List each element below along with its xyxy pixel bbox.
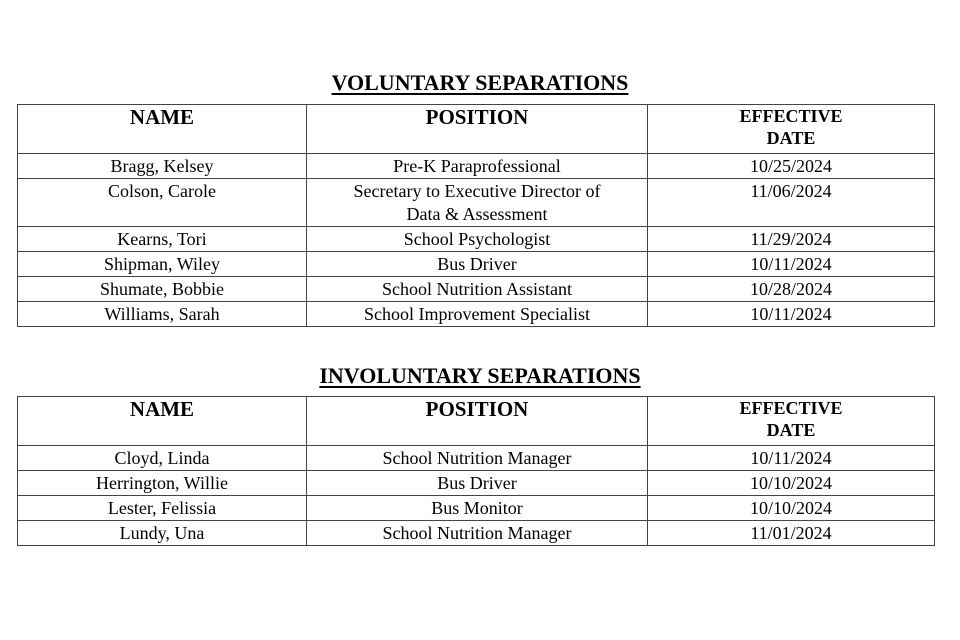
name-cell: Herrington, Willie [18,471,307,496]
voluntary-separations-title-text: VOLUNTARY SEPARATIONS [331,70,629,95]
position-cell: Pre-K Paraprofessional [307,154,648,179]
voluntary-separations-title [0,70,960,96]
effective-date-header-line2: DATE [766,128,816,148]
table-row [18,302,935,327]
name-cell: Colson, Carole [18,179,307,227]
effective-date-header-line1: EFFECTIVE [739,398,843,418]
position-cell: School Nutrition Assistant [307,277,648,302]
position-cell: School Nutrition Manager [307,521,648,546]
date-cell: 11/01/2024 [648,521,935,546]
position-cell: School Nutrition Manager [307,446,648,471]
name-cell: Cloyd, Linda [18,446,307,471]
name-cell: Kearns, Tori [18,227,307,252]
table-row [18,277,935,302]
date-cell: 10/10/2024 [648,496,935,521]
table-row [18,496,935,521]
name-cell: Lundy, Una [18,521,307,546]
name-cell: Shipman, Wiley [18,252,307,277]
table-header-row [18,105,935,154]
name-cell: Lester, Felissia [18,496,307,521]
position-column-header: POSITION [307,397,648,446]
involuntary-separations-title [0,363,960,389]
position-cell: Bus Monitor [307,496,648,521]
effective-date-header-line2: DATE [766,420,816,440]
name-cell: Bragg, Kelsey [18,154,307,179]
table-row [18,521,935,546]
position-cell-line1: Secretary to Executive Director of [353,181,601,201]
table-header-row [18,397,935,446]
table-row [18,179,935,227]
date-cell: 10/28/2024 [648,277,935,302]
name-cell: Williams, Sarah [18,302,307,327]
effective-date-column-header [648,105,935,154]
position-column-header: POSITION [307,105,648,154]
position-cell: School Improvement Specialist [307,302,648,327]
effective-date-header-line1: EFFECTIVE [739,106,843,126]
date-cell: 10/11/2024 [648,302,935,327]
table-row [18,446,935,471]
involuntary-separations-table [17,396,935,546]
position-cell-line2: Data & Assessment [406,204,548,224]
date-cell: 11/06/2024 [648,179,935,227]
involuntary-separations-title-text: INVOLUNTARY SEPARATIONS [319,363,641,388]
table-row [18,154,935,179]
name-cell: Shumate, Bobbie [18,277,307,302]
position-cell: Bus Driver [307,252,648,277]
voluntary-separations-table [17,104,935,327]
date-cell: 10/25/2024 [648,154,935,179]
name-column-header: NAME [18,105,307,154]
date-cell: 11/29/2024 [648,227,935,252]
position-cell [307,179,648,227]
table-row [18,471,935,496]
name-column-header: NAME [18,397,307,446]
table-row [18,252,935,277]
date-cell: 10/11/2024 [648,446,935,471]
date-cell: 10/11/2024 [648,252,935,277]
effective-date-column-header [648,397,935,446]
position-cell: Bus Driver [307,471,648,496]
date-cell: 10/10/2024 [648,471,935,496]
table-row [18,227,935,252]
position-cell: School Psychologist [307,227,648,252]
